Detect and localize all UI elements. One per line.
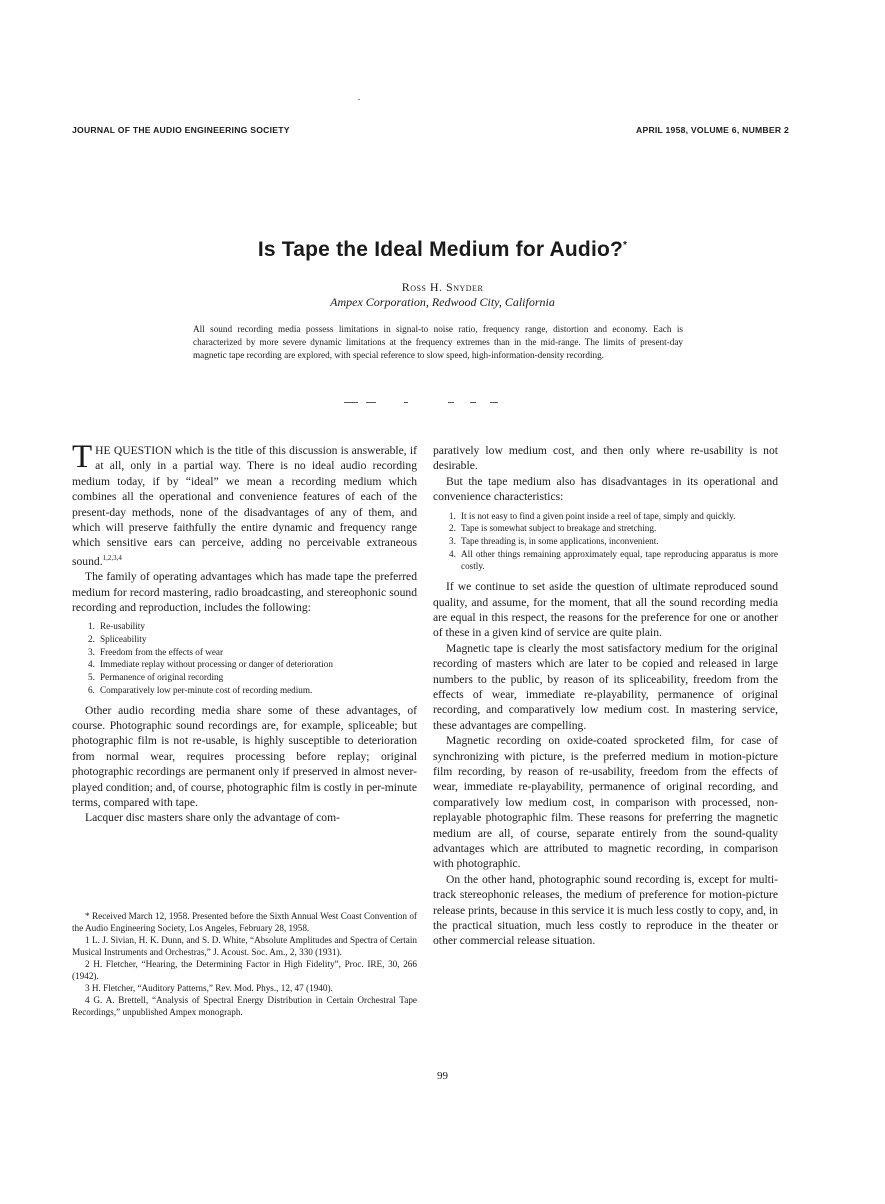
- journal-header: JOURNAL OF THE AUDIO ENGINEERING SOCIETY: [72, 125, 290, 135]
- footnote: * Received March 12, 1958. Presented before the Sixth Annual West Coast Convention of the Audio Engineering Society, Los Angeles, February 28, 1958.: [72, 911, 417, 933]
- footnotes: [72, 910, 417, 1018]
- list-item: 3. Tape threading is, in some applications, inconvenient.: [449, 536, 659, 547]
- title-footnote-mark: *: [623, 240, 628, 251]
- author-affiliation: Ampex Corporation, Redwood City, California: [330, 295, 555, 309]
- speck: [358, 99, 360, 100]
- list-item: 5. Permanence of original recording: [88, 672, 224, 683]
- footnote: 4 G. A. Brettell, “Analysis of Spectral Energy Distribution in Certain Orchestral Tape Recordings,” unpublished Ampex monograph.: [72, 995, 417, 1017]
- intro-paragraph: [72, 439, 417, 569]
- title-text: Is Tape the Ideal Medium for Audio?: [257, 238, 624, 261]
- paragraph: If we continue to set aside the question of ultimate reproduced sound quality, and assume, for the moment, that all the sound recording media are equal in this respect, the reasons for the preference for one or another of these in a given kind of service are quite plain.: [433, 580, 778, 640]
- paragraph: The family of operating advantages which has made tape the preferred medium for record mastering, radio broadcasting, and stereophonic sound recording and reproduction, includes the following:: [72, 570, 417, 614]
- paragraph: But the tape medium also has disadvantages in its operational and convenience characteristics:: [433, 474, 778, 504]
- section-divider: [340, 398, 510, 406]
- list-item: 4. All other things remaining approximately equal, tape reproducing apparatus is more costly.: [449, 548, 778, 572]
- paragraph: Magnetic recording on oxide-coated sprocketed film, for case of synchronizing with picture, is the preferred medium in motion-picture film recording, by reason of re-usability, freedom from the effects of wear, immediate re-playability, permanence of original recording, and comparatively low medium cost, in comparison with processed, non-replayable photographic film. These reasons for preferring the magnetic medium are all, of course, separate entirely from the sound-quality advantages which are attributed to magnetic recording, in comparison with photographic.: [433, 734, 778, 871]
- intro-refs: 1,2,3,4: [102, 553, 122, 562]
- page-number: 99: [437, 1070, 448, 1082]
- list-item: 1. It is not easy to find a given point inside a reel of tape, simply and quickly.: [449, 510, 736, 521]
- footnote: 1 L. J. Sivian, H. K. Dunn, and S. D. White, “Absolute Amplitudes and Spectra of Certain Musical Instruments and Orchestras,” J. Acoust. Soc. Am., 2, 330 (1931).: [72, 935, 417, 957]
- list-item: 3. Freedom from the effects of wear: [88, 646, 224, 657]
- author-name: Ross H. Snyder: [401, 280, 484, 294]
- article-title: [0, 238, 885, 262]
- list-item: 4. Immediate replay without processing or danger of deterioration: [88, 659, 333, 670]
- paragraph: paratively low medium cost, and then only where re-usability is not desirable.: [433, 444, 778, 473]
- paragraph: Magnetic tape is clearly the most satisfactory medium for the original recording of masters which are later to be copied and released in large numbers to the public, by reason of its spliceability, freedom from the effects of wear, immediate re-playability, permanence of original recording, and comparatively low medium cost. In mastering service, these advantages are compelling.: [433, 641, 778, 732]
- footnote: 3 H. Fletcher, “Auditory Patterns,” Rev. Mod. Phys., 12, 47 (1940).: [85, 983, 333, 993]
- right-column: [433, 443, 778, 949]
- left-column: [72, 439, 417, 826]
- disadvantages-list: [433, 510, 778, 574]
- drop-cap: T: [72, 439, 93, 475]
- advantages-list: [72, 620, 417, 696]
- paragraph: On the other hand, photographic sound recording is, except for multi-track stereophonic releases, the medium of preference for motion-picture release prints, because in this service it is much less costly to copy, and, in the practical situation, much less costly to reproduce in the theater or other commercial release situation.: [433, 872, 778, 948]
- intro-text: HE QUESTION which is the title of this discussion is answerable, if at all, only in a partial way. There is no ideal audio recording medium today, if by “ideal” we mean a recording medium which combines all the operational and convenience features of each of the present-day methods, none of the disadvantages of any of them, and which will preserve faithfully the entire dynamic and frequency range which sensitive ears can perceive, adding no perceivable extraneous sound.: [72, 444, 417, 568]
- paragraph: Other audio recording media share some of these advantages, of course. Photographic sound recordings are, for example, spliceable; but photographic film is not re-usable, is highly susceptible to deterioration from normal wear, requires processing before replay; original photographic recordings are permanent only if preserved in almost never-played condition; and, of course, photographic film is costly in per-minute terms, compared with tape.: [72, 703, 417, 809]
- issue-header: APRIL 1958, VOLUME 6, NUMBER 2: [636, 125, 789, 135]
- list-item: 2. Tape is somewhat subject to breakage and stretching.: [449, 523, 657, 534]
- list-item: 6. Comparatively low per-minute cost of recording medium.: [88, 684, 313, 695]
- abstract: All sound recording media possess limitations in signal-to noise ratio, frequency range, distortion and economy. Each is characterized by more severe dynamic limitations at the frequency extremes than in the mid-range. The limits of present-day magnetic tape recording are explored, with special reference to slow speed, high-information-density recording.: [193, 324, 683, 360]
- paragraph: Lacquer disc masters share only the advantage of com-: [85, 811, 340, 825]
- footnote: 2 H. Fletcher, “Hearing, the Determining Factor in High Fidelity”, Proc. IRE, 30, 266 (1942).: [72, 959, 417, 981]
- list-item: 2. Spliceability: [88, 634, 147, 645]
- list-item: 1. Re-usability: [88, 621, 145, 632]
